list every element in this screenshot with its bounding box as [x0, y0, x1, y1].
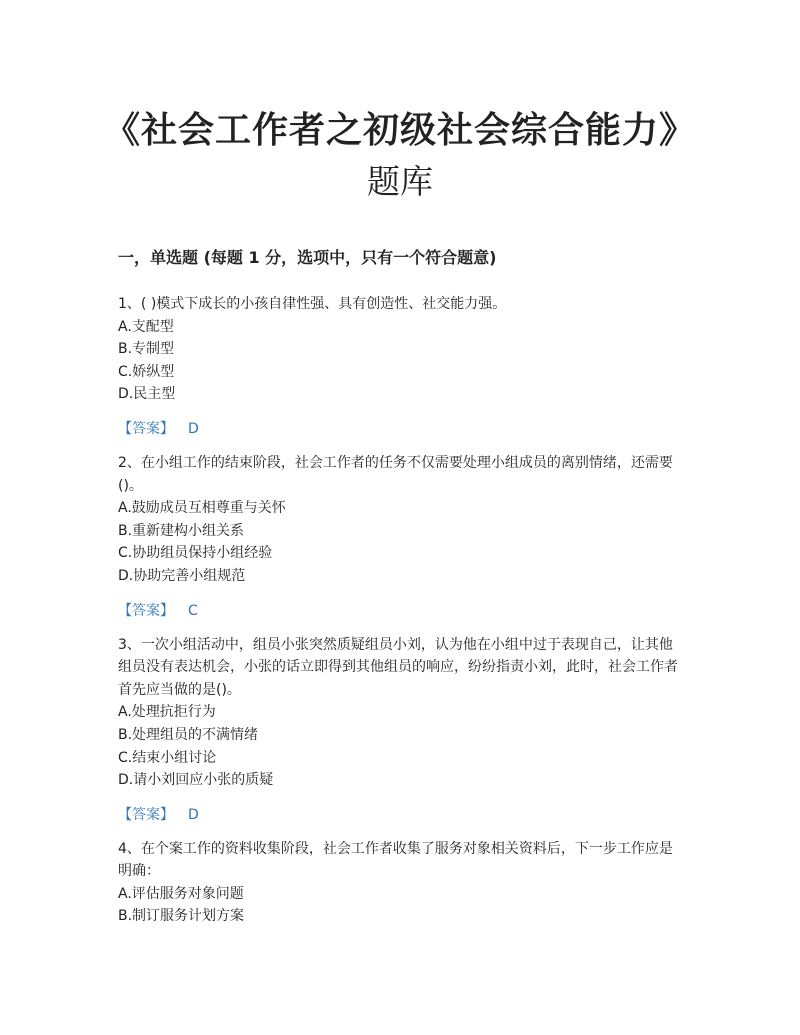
question-text: 4、在个案工作的资料收集阶段，社会工作者收集了服务对象相关资料后，下一步工作应是明确：	[118, 840, 673, 880]
option-a: A.鼓励成员互相尊重与关怀	[118, 500, 286, 517]
option-d: D.请小刘回应小张的质疑	[118, 772, 274, 789]
answer-label: 【答案】	[118, 806, 174, 823]
option-b: B.制订服务计划方案	[118, 908, 245, 925]
answer-label: 【答案】	[118, 420, 174, 437]
answer-value: D	[188, 806, 199, 823]
option-d: D.协助完善小组规范	[118, 567, 246, 584]
question-text: 2、在小组工作的结束阶段，社会工作者的任务不仅需要处理小组成员的离别情绪，还需要()。	[118, 454, 673, 494]
answer-label: 【答案】	[118, 602, 174, 619]
option-b: B.处理组员的不满情绪	[118, 726, 259, 743]
option-a: A.支配型	[118, 318, 174, 335]
section-heading: 一，单选题 (每题 1 分，选项中，只有一个符合题意)	[118, 248, 497, 267]
question-2	[118, 452, 683, 622]
answer-line	[118, 418, 683, 440]
option-d: D.民主型	[118, 386, 176, 403]
question-text: 3、一次小组活动中，组员小张突然质疑组员小刘，认为他在小组中过于表现自己，让其他组员没有表达机会，小张的话立即得到其他组员的响应，纷纷指责小刘，此时，社会工作者首先应当做的是()。	[118, 636, 678, 698]
question-list	[118, 293, 683, 928]
answer-line	[118, 804, 683, 826]
option-c: C.协助组员保持小组经验	[118, 545, 273, 562]
question-text: 1、( )模式下成长的小孩自律性强、具有创造性、社交能力强。	[118, 296, 507, 312]
option-b: B.专制型	[118, 341, 175, 358]
question-3	[118, 634, 683, 826]
option-c: C.娇纵型	[118, 363, 175, 380]
option-b: B.重新建构小组关系	[118, 522, 245, 539]
option-a: A.评估服务对象问题	[118, 885, 244, 902]
answer-value: C	[188, 602, 198, 619]
option-a: A.处理抗拒行为	[118, 704, 216, 721]
question-4	[118, 838, 683, 928]
document-subtitle: 题库	[367, 162, 433, 201]
document-title: 《社会工作者之初级社会综合能力》	[103, 110, 696, 151]
answer-line	[118, 600, 683, 622]
question-1	[118, 293, 683, 440]
answer-value: D	[188, 420, 199, 437]
option-c: C.结束小组讨论	[118, 749, 217, 766]
